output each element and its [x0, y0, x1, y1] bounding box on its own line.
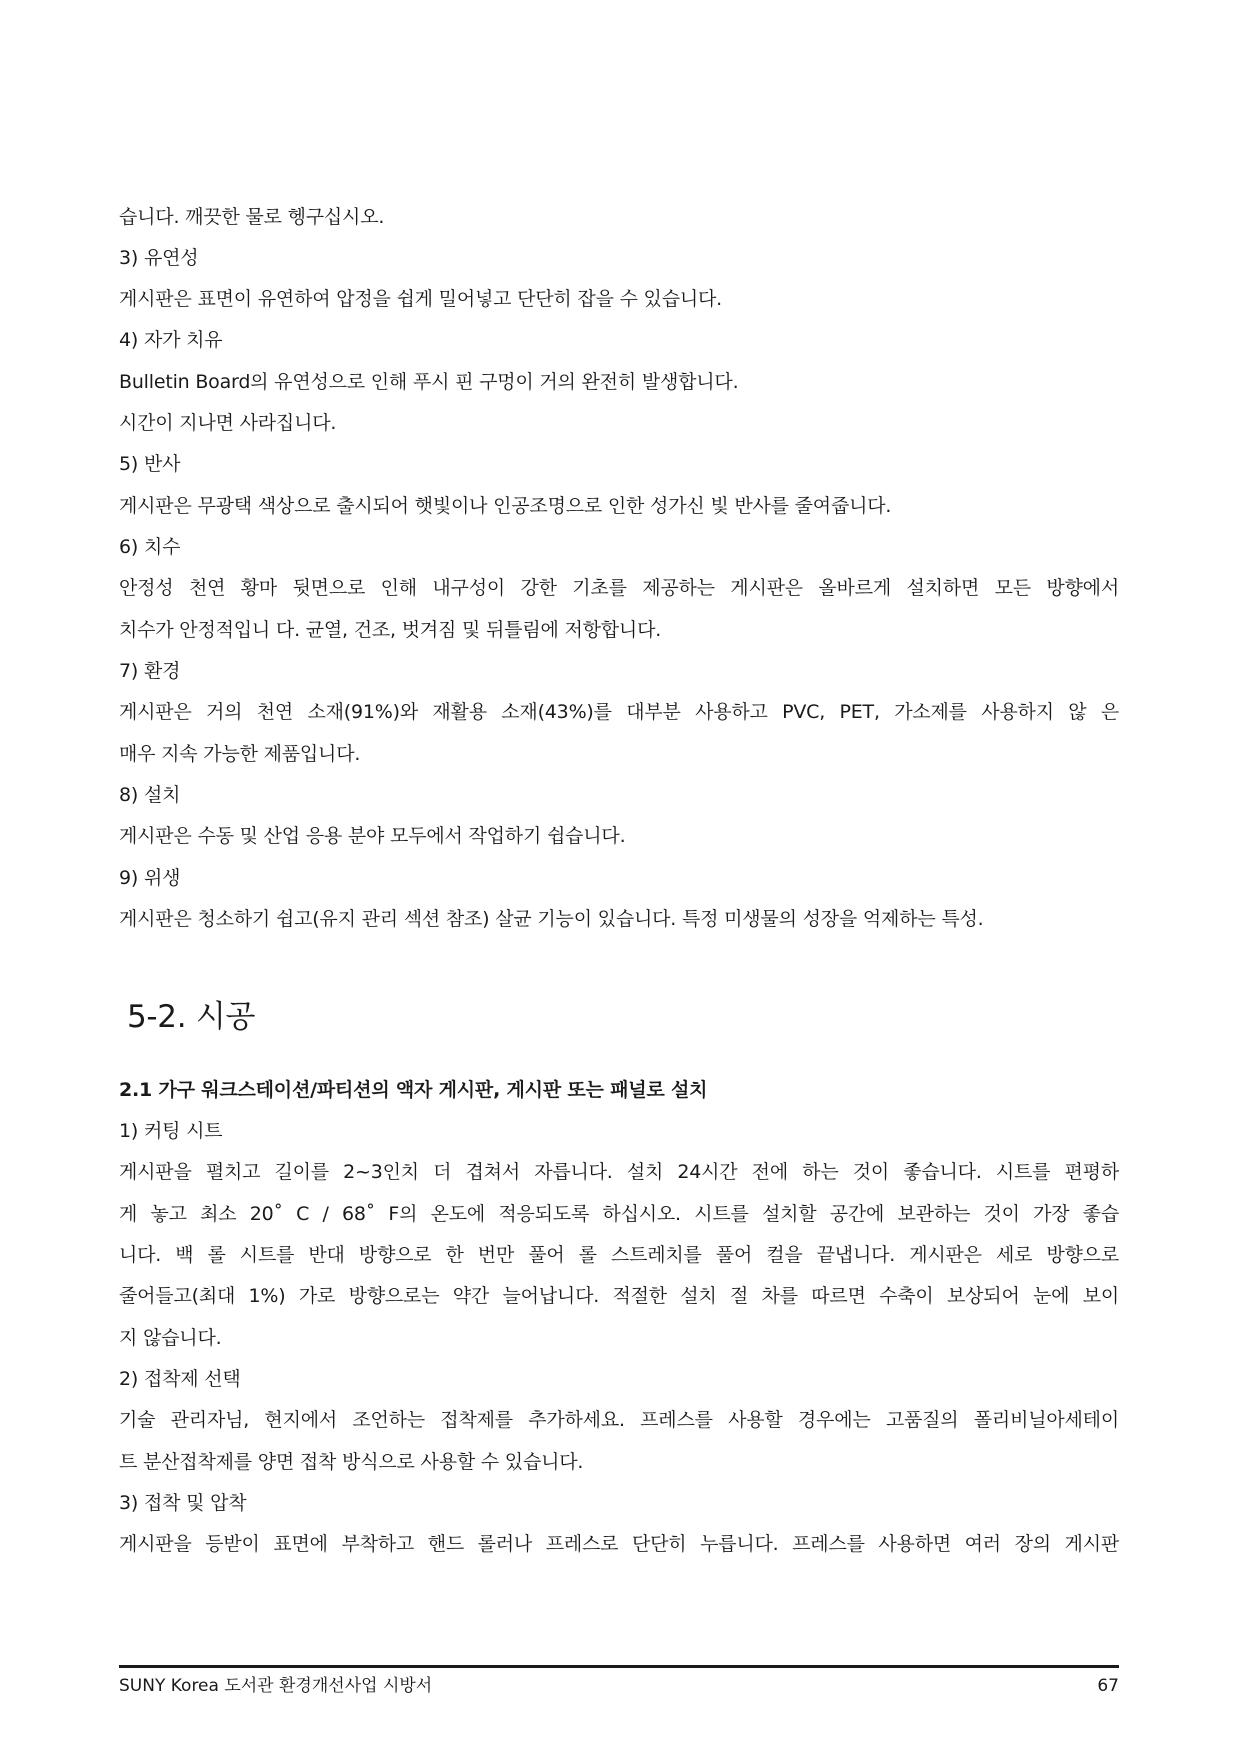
item-heading: 9) 위생	[119, 867, 181, 889]
item-heading: 5) 반사	[119, 453, 181, 475]
text-line: 게 놓고 최소 20˚ C / 68˚ F의 온도에 적응되도록 하십시오. 시트를 설치할 공간에 보관하는 것이 가장 좋습	[119, 1203, 1119, 1225]
text-line: 습니다. 깨끗한 물로 헹구십시오.	[119, 206, 385, 228]
section-title: 5-2. 시공	[127, 999, 256, 1035]
text-line: 트 분산접착제를 양면 접착 방식으로 사용할 수 있습니다.	[119, 1451, 584, 1473]
text-line: 게시판은 수동 및 산업 응용 분야 모두에서 작업하기 쉽습니다.	[119, 825, 626, 847]
footer-document-title: SUNY Korea 도서관 환경개선사업 시방서	[119, 1676, 433, 1696]
document-page	[119, 0, 1119, 1755]
text-line: 니다. 백 롤 시트를 반대 방향으로 한 번만 풀어 롤 스트레치를 풀어 컬을 끝냅니다. 게시판은 세로 방향으로	[119, 1244, 1119, 1266]
text-line: 치수가 안정적입니 다. 균열, 건조, 벗겨짐 및 뒤틀림에 저항합니다.	[119, 619, 662, 641]
text-line: 게시판은 표면이 유연하여 압정을 쉽게 밀어넣고 단단히 잡을 수 있습니다.	[119, 288, 723, 310]
item-heading: 3) 접착 및 압착	[119, 1492, 247, 1514]
text-line: 기술 관리자님, 현지에서 조언하는 접착제를 추가하세요. 프레스를 사용할 경우에는 고품질의 폴리비닐아세테이	[119, 1409, 1119, 1431]
page-number: 67	[1097, 1676, 1119, 1696]
text-line: 게시판은 무광택 색상으로 출시되어 햇빛이나 인공조명으로 인한 성가신 빛 반사를 줄여줍니다.	[119, 495, 892, 517]
item-heading: 4) 자가 치유	[119, 329, 223, 351]
footer-divider	[119, 1665, 1119, 1668]
text-line: 시간이 지나면 사라집니다.	[119, 412, 337, 434]
item-heading: 8) 설치	[119, 784, 181, 806]
text-line: 지 않습니다.	[119, 1327, 222, 1349]
text-line: 게시판을 등받이 표면에 부착하고 핸드 롤러나 프레스로 단단히 누릅니다. 프레스를 사용하면 여러 장의 게시판	[119, 1533, 1119, 1555]
text-line: 게시판은 거의 천연 소재(91%)와 재활용 소재(43%)를 대부분 사용하고 PVC, PET, 가소제를 사용하지 않 은	[119, 701, 1119, 723]
text-line: 게시판은 청소하기 쉽고(유지 관리 섹션 참조) 살균 기능이 있습니다. 특정 미생물의 성장을 억제하는 특성.	[119, 908, 984, 930]
item-heading: 2) 접착제 선택	[119, 1368, 241, 1390]
item-heading: 6) 치수	[119, 536, 181, 558]
text-line: 줄어들고(최대 1%) 가로 방향으로는 약간 늘어납니다. 적절한 설치 절 차를 따르면 수축이 보상되어 눈에 보이	[119, 1285, 1119, 1307]
item-heading: 1) 커팅 시트	[119, 1120, 223, 1142]
subsection-title: 2.1 가구 워크스테이션/파티션의 액자 게시판, 게시판 또는 패널로 설치	[119, 1079, 708, 1101]
item-heading: 7) 환경	[119, 660, 181, 682]
text-line: 매우 지속 가능한 제품입니다.	[119, 743, 361, 765]
item-heading: 3) 유연성	[119, 247, 199, 269]
text-line: 게시판을 펼치고 길이를 2~3인치 더 겹쳐서 자릅니다. 설치 24시간 전에 하는 것이 좋습니다. 시트를 편평하	[119, 1161, 1119, 1183]
text-line: Bulletin Board의 유연성으로 인해 푸시 핀 구멍이 거의 완전히 발생합니다.	[119, 371, 739, 393]
text-line: 안정성 천연 황마 뒷면으로 인해 내구성이 강한 기초를 제공하는 게시판은 올바르게 설치하면 모든 방향에서	[119, 577, 1119, 599]
